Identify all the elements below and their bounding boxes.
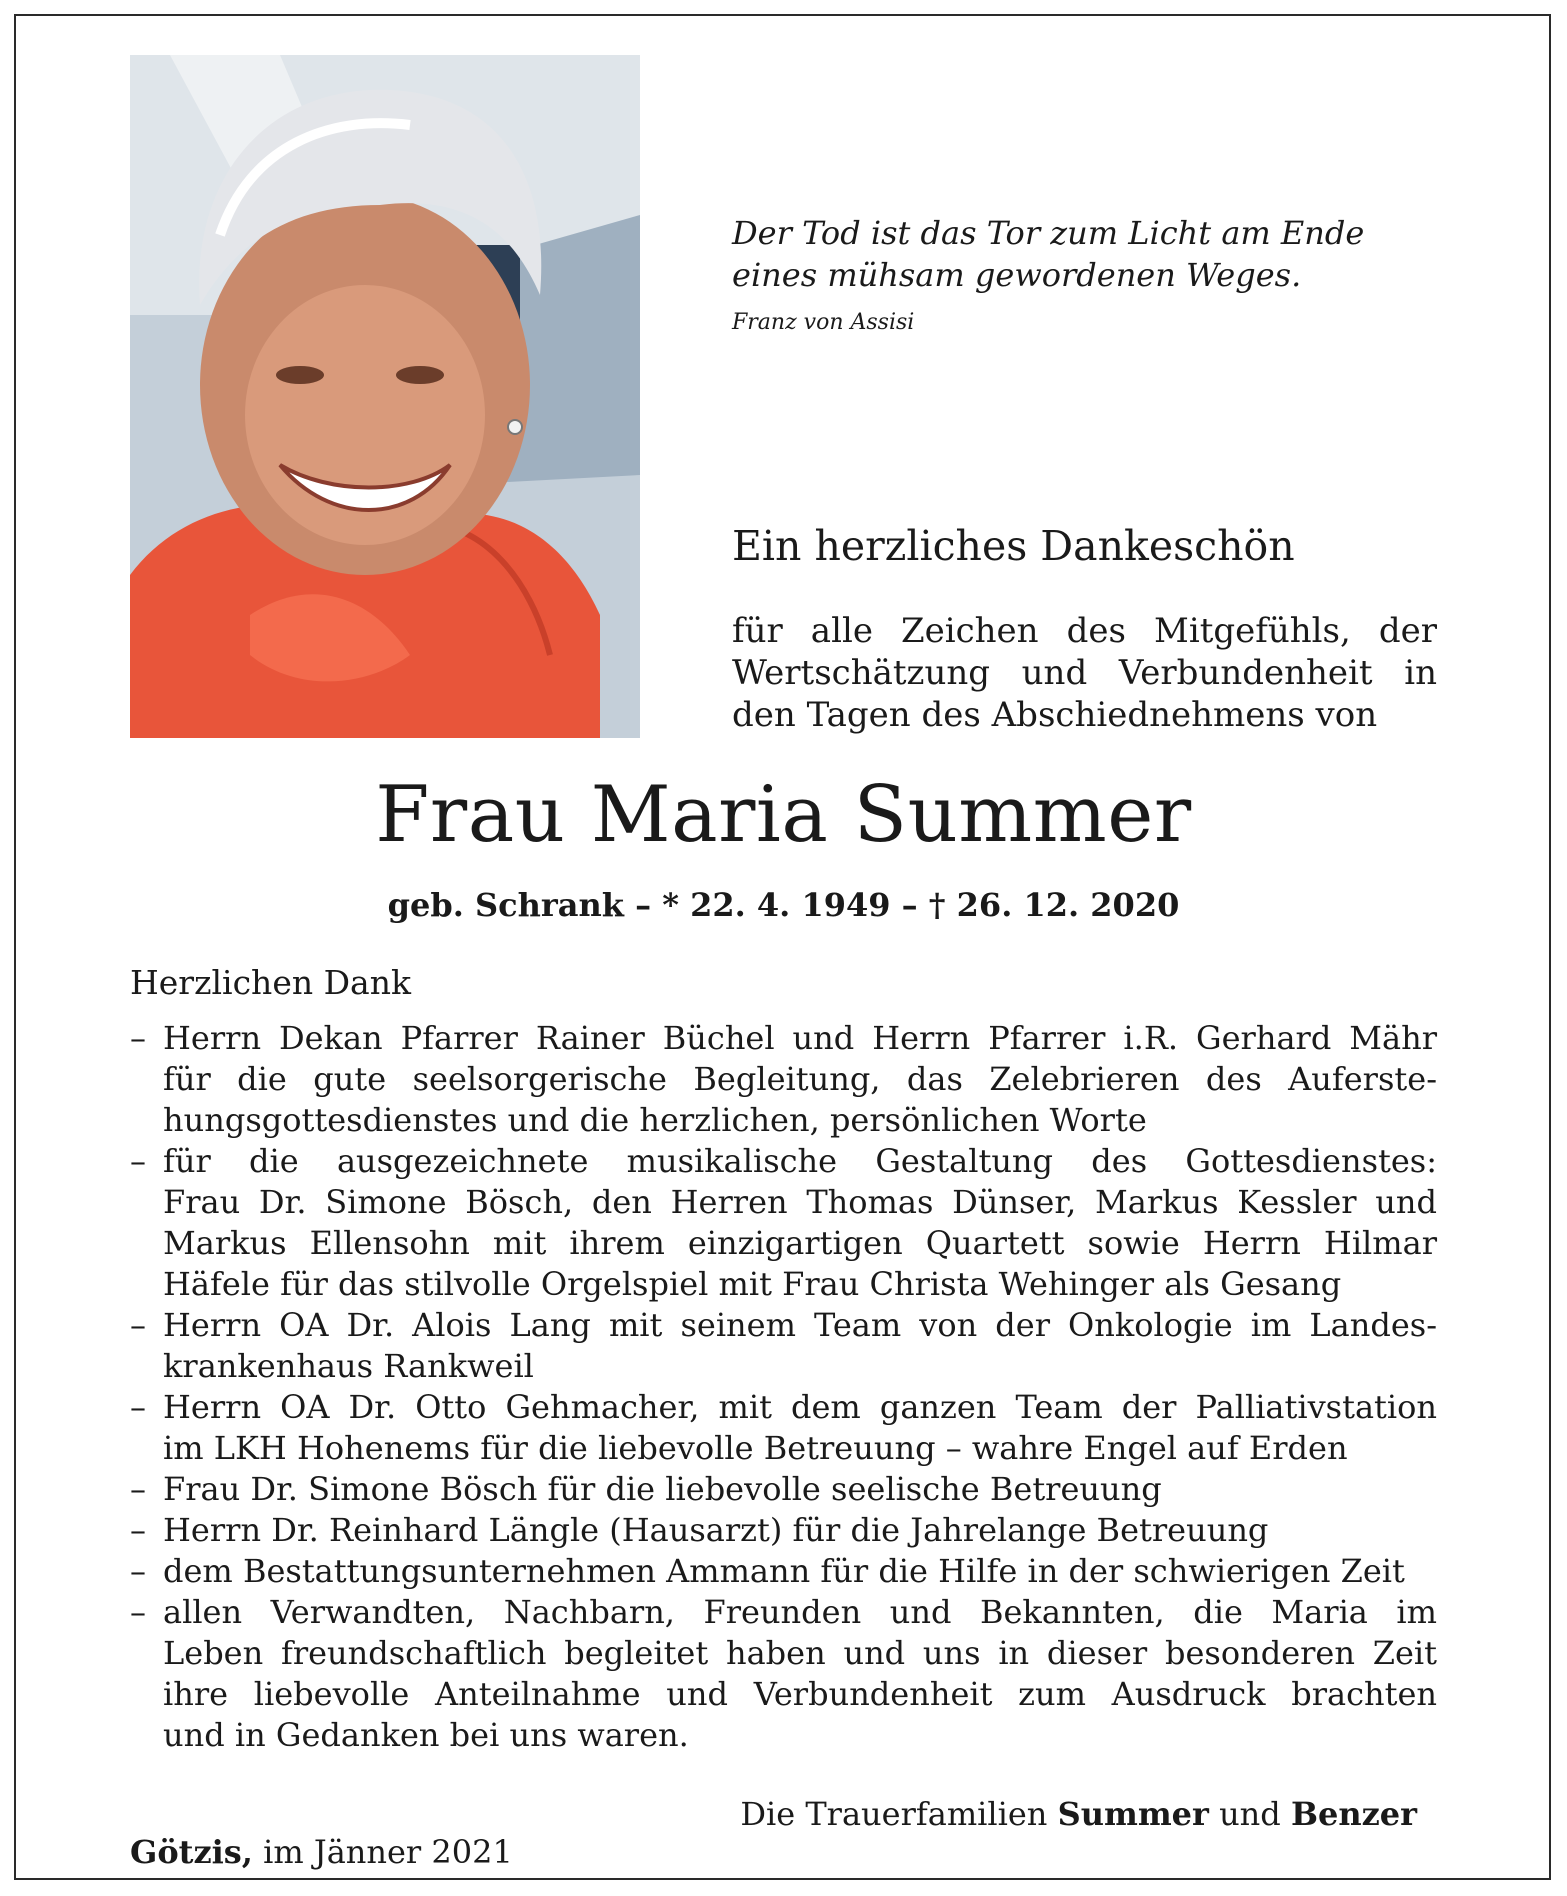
list-item-line: krankenhaus Rankweil — [163, 1347, 534, 1385]
list-item-line: im LKH Hohenems für die liebevolle Betreuung – wahre Engel auf Erden — [163, 1429, 1348, 1467]
thanks-body — [732, 610, 1437, 736]
quote-line: eines mühsam gewordenen Weges. — [732, 256, 1302, 294]
birth-name: geb. Schrank — [387, 886, 624, 924]
list-item-line: und in Gedanken bei uns waren. — [163, 1716, 689, 1754]
thanks-list — [130, 1018, 1437, 1756]
list-item-line: Herrn Dekan Pfarrer Rainer Büchel und Herrn Pfarrer i.R. Gerhard Mähr — [163, 1019, 1437, 1057]
signature-connector: und — [1208, 1795, 1291, 1833]
list-item-line: für die ausgezeichnete musikalische Gestaltung des Gottesdienstes: — [163, 1142, 1437, 1180]
deceased-name: Frau Maria Summer — [375, 770, 1192, 860]
list-dash: – — [130, 1019, 146, 1057]
list-item-line: dem Bestattungsunternehmen Ammann für die Hilfe in der schwierigen Zeit — [163, 1552, 1405, 1590]
list-item — [130, 1018, 1437, 1141]
thanks-line: Wertschätzung und Verbundenheit in — [732, 653, 1437, 693]
signature — [697, 1795, 1417, 1833]
list-item-line: Herrn OA Dr. Otto Gehmacher, mit dem ganzen Team der Palliativstation — [163, 1388, 1437, 1426]
portrait-photo — [130, 55, 640, 738]
thanks-line: den Tagen des Abschiednehmens von — [732, 695, 1378, 735]
list-dash: – — [130, 1593, 146, 1631]
list-item-line: Herrn Dr. Reinhard Längle (Hausarzt) für die Jahrelange Betreuung — [163, 1511, 1269, 1549]
quote-block — [732, 212, 1365, 335]
list-item-line: Frau Dr. Simone Bösch, den Herren Thomas Dünser, Markus Kessler und — [163, 1183, 1437, 1221]
place-date — [130, 1833, 513, 1871]
list-item — [130, 1305, 1437, 1387]
list-item-line: für die gute seelsorgerische Begleitung, das Zelebrieren des Auferste- — [163, 1060, 1437, 1098]
list-item — [130, 1141, 1437, 1305]
list-dash: – — [130, 1142, 146, 1180]
list-item-line: Häfele für das stilvolle Orgelspiel mit Frau Christa Wehinger als Gesang — [163, 1265, 1342, 1303]
list-item — [130, 1469, 1437, 1510]
list-item-line: hungsgottesdienstes und die herzlichen, persönlichen Worte — [163, 1101, 1147, 1139]
family-name: Summer — [1057, 1795, 1209, 1833]
list-item — [130, 1510, 1437, 1551]
list-dash: – — [130, 1470, 146, 1508]
thanks-line: für alle Zeichen des Mitgefühls, der — [732, 611, 1437, 651]
life-dates: – * 22. 4. 1949 – † 26. 12. 2020 — [623, 886, 1180, 924]
list-item-line: ihre liebevolle Anteilnahme und Verbundenheit zum Ausdruck brachten — [163, 1675, 1437, 1713]
quote-author: Franz von Assisi — [732, 310, 915, 335]
thanks-title: Ein herzliches Dankeschön — [732, 522, 1295, 570]
family-name: Benzer — [1290, 1795, 1417, 1833]
signature-prefix: Die Trauerfamilien — [740, 1795, 1058, 1833]
list-dash: – — [130, 1388, 146, 1426]
list-item — [130, 1551, 1437, 1592]
deceased-dates — [0, 886, 1567, 924]
list-item-line: Markus Ellensohn mit ihrem einzigartigen Quartett sowie Herrn Hilmar — [163, 1224, 1437, 1262]
list-intro: Herzlichen Dank — [130, 963, 411, 1002]
list-item — [130, 1387, 1437, 1469]
list-dash: – — [130, 1306, 146, 1344]
list-item-line: Herrn OA Dr. Alois Lang mit seinem Team von der Onkologie im Landes- — [163, 1306, 1437, 1344]
list-dash: – — [130, 1552, 146, 1590]
list-item-line: allen Verwandten, Nachbarn, Freunden und Bekannten, die Maria im — [163, 1593, 1437, 1631]
list-item — [130, 1592, 1437, 1756]
quote-line: Der Tod ist das Tor zum Licht am Ende — [732, 214, 1365, 252]
place-town: Götzis, — [130, 1833, 253, 1871]
list-item-line: Leben freundschaftlich begleitet haben und uns in dieser besonderen Zeit — [163, 1634, 1437, 1672]
place-month: im Jänner 2021 — [252, 1833, 513, 1871]
list-dash: – — [130, 1511, 146, 1549]
list-item-line: Frau Dr. Simone Bösch für die liebevolle seelische Betreuung — [163, 1470, 1162, 1508]
